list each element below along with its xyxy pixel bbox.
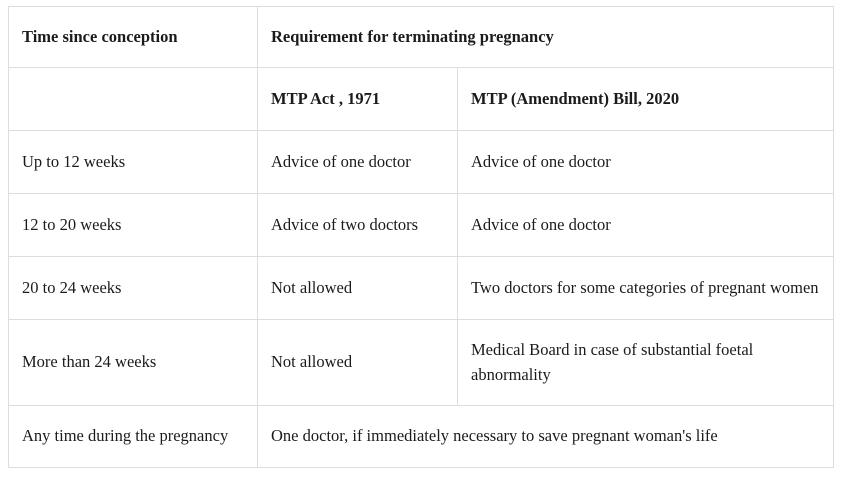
cell-bill-2020-requirement: Medical Board in case of substantial foetal abnormality <box>458 320 834 406</box>
subheader-cell-mtp-amendment-bill-2020: MTP (Amendment) Bill, 2020 <box>458 68 834 131</box>
table-row-more-than-24-weeks <box>9 320 834 406</box>
mtp-requirements-table <box>8 6 834 468</box>
subheader-row <box>9 68 834 131</box>
cell-any-time-requirement: One doctor, if immediately necessary to save pregnant woman's life <box>258 406 834 468</box>
cell-time-period: More than 24 weeks <box>9 320 258 406</box>
cell-time-period: 12 to 20 weeks <box>9 194 258 257</box>
cell-time-period: Up to 12 weeks <box>9 131 258 194</box>
cell-bill-2020-requirement: Advice of one doctor <box>458 194 834 257</box>
header-cell-time-since-conception: Time since conception <box>9 7 258 68</box>
cell-act-1971-requirement: Advice of two doctors <box>258 194 458 257</box>
cell-act-1971-requirement: Not allowed <box>258 257 458 320</box>
table-row-12-to-20-weeks <box>9 194 834 257</box>
header-row <box>9 7 834 68</box>
table-row-20-to-24-weeks <box>9 257 834 320</box>
header-cell-requirement: Requirement for terminating pregnancy <box>258 7 834 68</box>
cell-act-1971-requirement: Not allowed <box>258 320 458 406</box>
table-row-any-time <box>9 406 834 468</box>
cell-time-period: 20 to 24 weeks <box>9 257 258 320</box>
cell-bill-2020-requirement: Two doctors for some categories of pregnant women <box>458 257 834 320</box>
cell-time-period: Any time during the pregnancy <box>9 406 258 468</box>
cell-bill-2020-requirement: Advice of one doctor <box>458 131 834 194</box>
table-row-up-to-12-weeks <box>9 131 834 194</box>
subheader-cell-empty <box>9 68 258 131</box>
subheader-cell-mtp-act-1971: MTP Act , 1971 <box>258 68 458 131</box>
cell-act-1971-requirement: Advice of one doctor <box>258 131 458 194</box>
